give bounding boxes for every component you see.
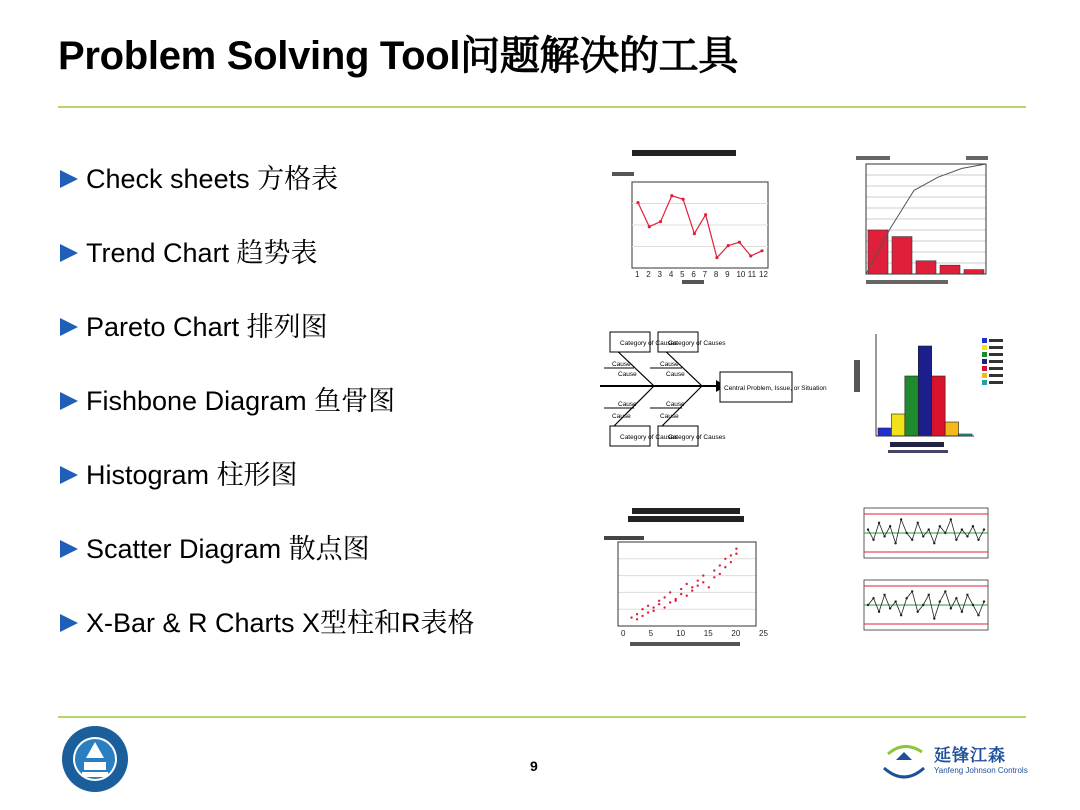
scatter-point <box>641 615 643 617</box>
scatter-point <box>691 586 693 588</box>
control-charts-thumbnail <box>856 504 996 638</box>
blurred-axis-label-bar <box>866 280 948 284</box>
list-item: Fishbone Diagram 鱼骨图 <box>60 379 475 453</box>
scatter-point <box>713 569 715 571</box>
triangle-bullet-icon <box>60 318 78 336</box>
scatter-point <box>724 566 726 568</box>
triangle-bullet-icon <box>60 466 78 484</box>
scatter-point <box>708 586 710 588</box>
x-tick-label: 3 <box>657 270 662 279</box>
legend-swatch <box>982 373 987 378</box>
histogram-bar <box>905 376 918 436</box>
pareto-bar <box>964 270 984 274</box>
cause-label: Cause <box>666 371 685 378</box>
trend-point <box>648 225 651 228</box>
scatter-point <box>669 601 671 603</box>
triangle-bullet-icon <box>60 614 78 632</box>
blurred-title-bar <box>890 442 944 447</box>
control-point <box>966 594 968 596</box>
control-point <box>939 525 941 527</box>
fishbone-diagram-thumbnail <box>598 328 827 450</box>
list-item: Pareto Chart 排列图 <box>60 305 475 379</box>
scatter-point <box>680 593 682 595</box>
trend-point <box>760 249 763 252</box>
control-point <box>983 600 985 602</box>
scatter-point <box>652 606 654 608</box>
tool-list <box>60 157 475 675</box>
control-point <box>911 539 913 541</box>
control-point <box>972 604 974 606</box>
scatter-diagram-thumbnail <box>600 506 770 652</box>
scatter-point <box>735 548 737 550</box>
legend-label-bar <box>989 353 1003 356</box>
histogram-thumbnail <box>852 330 1012 458</box>
control-point <box>944 590 946 592</box>
control-point <box>905 532 907 534</box>
page-title: Problem Solving Tool问题解决的工具 <box>58 34 739 78</box>
trend-point <box>693 232 696 235</box>
control-point <box>905 597 907 599</box>
triangle-bullet-icon <box>60 540 78 558</box>
scatter-point <box>636 613 638 615</box>
control-point <box>872 539 874 541</box>
control-point <box>944 532 946 534</box>
college-seal-logo <box>60 724 130 794</box>
scatter-point <box>652 610 654 612</box>
ribbon-icon <box>82 772 108 777</box>
company-name-en: Yanfeng Johnson Controls <box>934 766 1028 775</box>
control-point <box>867 528 869 530</box>
legend-label-bar <box>989 346 1003 349</box>
company-name-cn: 延锋江森 <box>934 746 1006 765</box>
trend-point <box>738 241 741 244</box>
category-label: Category of Causes <box>620 340 678 347</box>
scatter-point <box>719 573 721 575</box>
control-point <box>917 611 919 613</box>
effect-label: Central Problem, Issue, or Situation <box>724 385 827 392</box>
scatter-point <box>735 553 737 555</box>
control-point <box>928 594 930 596</box>
list-item: Scatter Diagram 散点图 <box>60 527 475 601</box>
scatter-point <box>647 605 649 607</box>
scatter-point <box>686 583 688 585</box>
x-tick-label: 8 <box>713 270 719 279</box>
page-number: 9 <box>530 758 538 774</box>
blurred-subtitle-bar <box>888 450 948 453</box>
control-point <box>900 614 902 616</box>
x-tick-label: 9 <box>725 270 730 279</box>
x-tick-label: 0 <box>621 629 626 638</box>
x-tick-label: 10 <box>676 629 686 638</box>
control-point <box>933 542 935 544</box>
trend-point <box>681 198 684 201</box>
trend-point <box>659 220 662 223</box>
legend-swatch <box>982 359 987 364</box>
x-tick-label: 6 <box>691 270 696 279</box>
control-point <box>878 611 880 613</box>
scatter-point <box>647 611 649 613</box>
control-point <box>928 528 930 530</box>
histogram-bar <box>878 428 891 436</box>
scatter-point <box>663 606 665 608</box>
control-point <box>922 604 924 606</box>
trend-point <box>704 213 707 216</box>
scatter-point <box>730 554 732 556</box>
scatter-point <box>641 608 643 610</box>
trend-chart-thumbnail <box>604 146 774 286</box>
scatter-point <box>680 588 682 590</box>
control-point <box>972 525 974 527</box>
trend-series-line <box>638 196 762 258</box>
title-divider <box>58 106 1026 108</box>
scatter-point <box>697 584 699 586</box>
control-point <box>917 522 919 524</box>
scatter-point <box>630 616 632 618</box>
x-tick-label: 10 <box>736 270 746 279</box>
control-point <box>950 607 952 609</box>
blurred-axis-label-bar <box>854 360 860 392</box>
trend-point <box>727 244 730 247</box>
legend-label-bar <box>989 360 1003 363</box>
control-point <box>867 604 869 606</box>
x-tick-label: 20 <box>731 629 741 638</box>
x-tick-label: 1 <box>635 270 640 279</box>
legend-swatch <box>982 352 987 357</box>
blurred-label-bar <box>966 156 988 160</box>
triangle-bullet-icon <box>60 170 78 188</box>
control-point <box>872 597 874 599</box>
scatter-point <box>674 600 676 602</box>
control-point <box>961 611 963 613</box>
control-point <box>911 590 913 592</box>
scatter-point <box>658 603 660 605</box>
list-item: Histogram 柱形图 <box>60 453 475 527</box>
list-item: X-Bar & R Charts X型柱和R表格 <box>60 601 475 675</box>
trend-point <box>749 254 752 257</box>
control-point <box>894 600 896 602</box>
x-tick-label: 11 <box>747 270 757 279</box>
scatter-point <box>730 561 732 563</box>
control-point <box>977 539 979 541</box>
control-point <box>878 522 880 524</box>
pareto-chart-thumbnail <box>852 154 1002 288</box>
list-item: Trend Chart 趋势表 <box>60 231 475 305</box>
blurred-title-bar <box>632 150 736 156</box>
legend-swatch <box>982 345 987 350</box>
legend-swatch <box>982 366 987 371</box>
cause-label: Cause <box>612 413 631 420</box>
control-point <box>983 528 985 530</box>
control-point <box>966 535 968 537</box>
scatter-point <box>719 564 721 566</box>
control-point <box>922 535 924 537</box>
book-icon <box>84 762 106 770</box>
blurred-label-bar <box>612 172 634 176</box>
scatter-point <box>658 600 660 602</box>
category-label: Category of Causes <box>668 340 726 347</box>
legend-label-bar <box>989 367 1003 370</box>
company-logo <box>878 734 1028 782</box>
legend-label-bar <box>989 381 1003 384</box>
legend-swatch <box>982 380 987 385</box>
blurred-axis-label-bar <box>682 280 704 284</box>
cause-label: Cause <box>612 361 631 368</box>
cause-label: Cause <box>666 401 685 408</box>
scatter-point <box>697 579 699 581</box>
control-point <box>933 617 935 619</box>
blurred-axis-label-bar <box>630 642 740 646</box>
triangle-bullet-icon <box>60 392 78 410</box>
pareto-bar <box>940 265 960 274</box>
control-point <box>883 535 885 537</box>
cause-label: Cause <box>618 371 637 378</box>
scatter-point <box>724 558 726 560</box>
r-chart <box>864 580 988 630</box>
x-tick-label: 7 <box>702 270 708 279</box>
control-point <box>939 600 941 602</box>
cause-label: Cause <box>618 401 637 408</box>
cause-label: Cause <box>660 361 679 368</box>
control-point <box>889 525 891 527</box>
x-tick-label: 25 <box>759 629 768 638</box>
scatter-point <box>702 574 704 576</box>
control-series-line <box>868 519 984 543</box>
control-point <box>900 518 902 520</box>
scatter-point <box>663 596 665 598</box>
control-point <box>883 594 885 596</box>
control-point <box>961 528 963 530</box>
trend-point <box>636 201 639 204</box>
histogram-bar <box>891 414 904 436</box>
histogram-bar <box>932 376 945 436</box>
x-tick-label: 5 <box>648 629 654 638</box>
x-tick-label: 4 <box>668 270 674 279</box>
control-point <box>894 542 896 544</box>
scatter-point <box>691 590 693 592</box>
scatter-point <box>669 591 671 593</box>
control-point <box>955 539 957 541</box>
scatter-point <box>713 576 715 578</box>
blurred-label-bar <box>604 536 644 540</box>
scatter-point <box>636 618 638 620</box>
x-tick-label: 5 <box>680 270 685 279</box>
x-tick-label: 15 <box>703 629 713 638</box>
legend-label-bar <box>989 339 1003 342</box>
category-label: Category of Causes <box>668 434 726 441</box>
cause-label: Cause <box>660 413 679 420</box>
blurred-title-bar <box>628 516 744 522</box>
blurred-title-bar <box>632 508 740 514</box>
x-tick-label: 12 <box>759 270 768 279</box>
footer-divider <box>58 716 1026 718</box>
histogram-bar <box>918 346 931 436</box>
control-point <box>950 518 952 520</box>
pareto-bar <box>916 261 936 274</box>
category-label: Category of Causes <box>620 434 678 441</box>
trend-point <box>715 256 718 259</box>
list-item: Check sheets 方格表 <box>60 157 475 231</box>
blurred-label-bar <box>856 156 890 160</box>
company-emblem-icon <box>878 734 930 782</box>
control-point <box>955 597 957 599</box>
pareto-bar <box>892 237 912 274</box>
scatter-point <box>702 581 704 583</box>
control-point <box>889 607 891 609</box>
legend-label-bar <box>989 374 1003 377</box>
histogram-bar <box>945 422 958 436</box>
legend-swatch <box>982 338 987 343</box>
control-point <box>977 614 979 616</box>
scatter-point <box>686 595 688 597</box>
triangle-bullet-icon <box>60 244 78 262</box>
trend-point <box>670 194 673 197</box>
xbar-chart <box>864 508 988 558</box>
x-tick-label: 2 <box>646 270 651 279</box>
